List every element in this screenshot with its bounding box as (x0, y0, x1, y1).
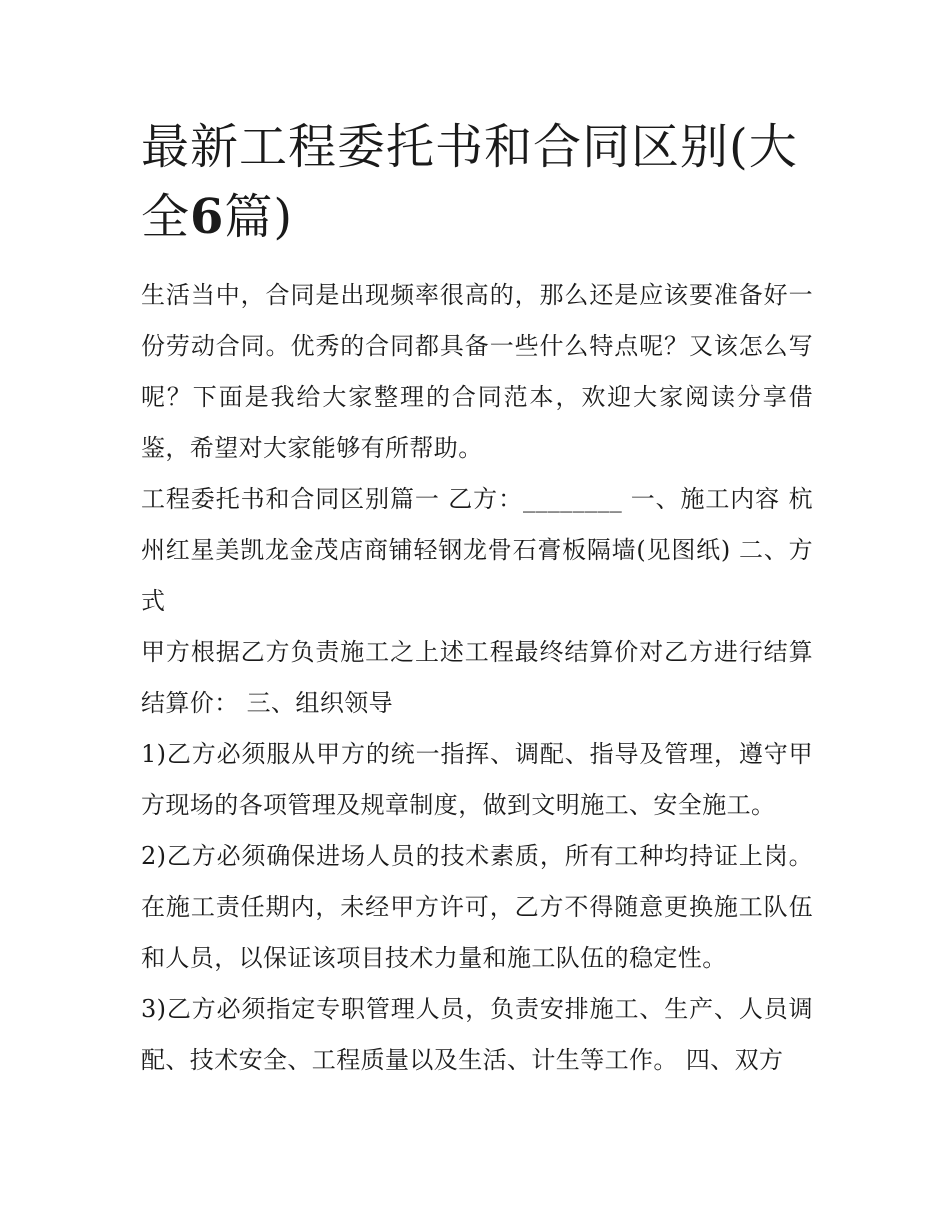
paragraph-item-1: 1)乙方必须服从甲方的统一指挥、调配、指导及管理，遵守甲方现场的各项管理及规章制度，做到文明施工、安全施工。 (141, 740, 813, 819)
paragraph-section-one: 工程委托书和合同区别篇一 乙方：________ 一、施工内容 杭州红星美凯龙金茂店商铺轻钢龙骨石膏板隔墙(见图纸) 二、方式 (141, 485, 813, 615)
title-text-part1: 最新工程委托书和合同区别(大全 (141, 119, 798, 245)
document-body (141, 270, 813, 1086)
title-text-part2: 篇) (224, 189, 294, 245)
document-title (141, 112, 813, 252)
document-page (141, 112, 813, 1086)
title-number: 6 (190, 189, 225, 245)
paragraph-item-3: 3)乙方必须指定专职管理人员，负责安排施工、生产、人员调配、技术安全、工程质量以及生活、计生等工作。 四、双方 (141, 995, 813, 1074)
paragraph-intro: 生活当中，合同是出现频率很高的，那么还是应该要准备好一份劳动合同。优秀的合同都具备一些什么特点呢？又该怎么写呢？下面是我给大家整理的合同范本，欢迎大家阅读分享借鉴，希望对大家能够有所帮助。 (141, 281, 813, 462)
paragraph-settlement: 甲方根据乙方负责施工之上述工程最终结算价对乙方进行结算结算价： 三、组织领导 (141, 638, 813, 717)
paragraph-item-2: 2)乙方必须确保进场人员的技术素质，所有工种均持证上岗。在施工责任期内，未经甲方许可，乙方不得随意更换施工队伍和人员，以保证该项目技术力量和施工队伍的稳定性。 (141, 842, 813, 972)
